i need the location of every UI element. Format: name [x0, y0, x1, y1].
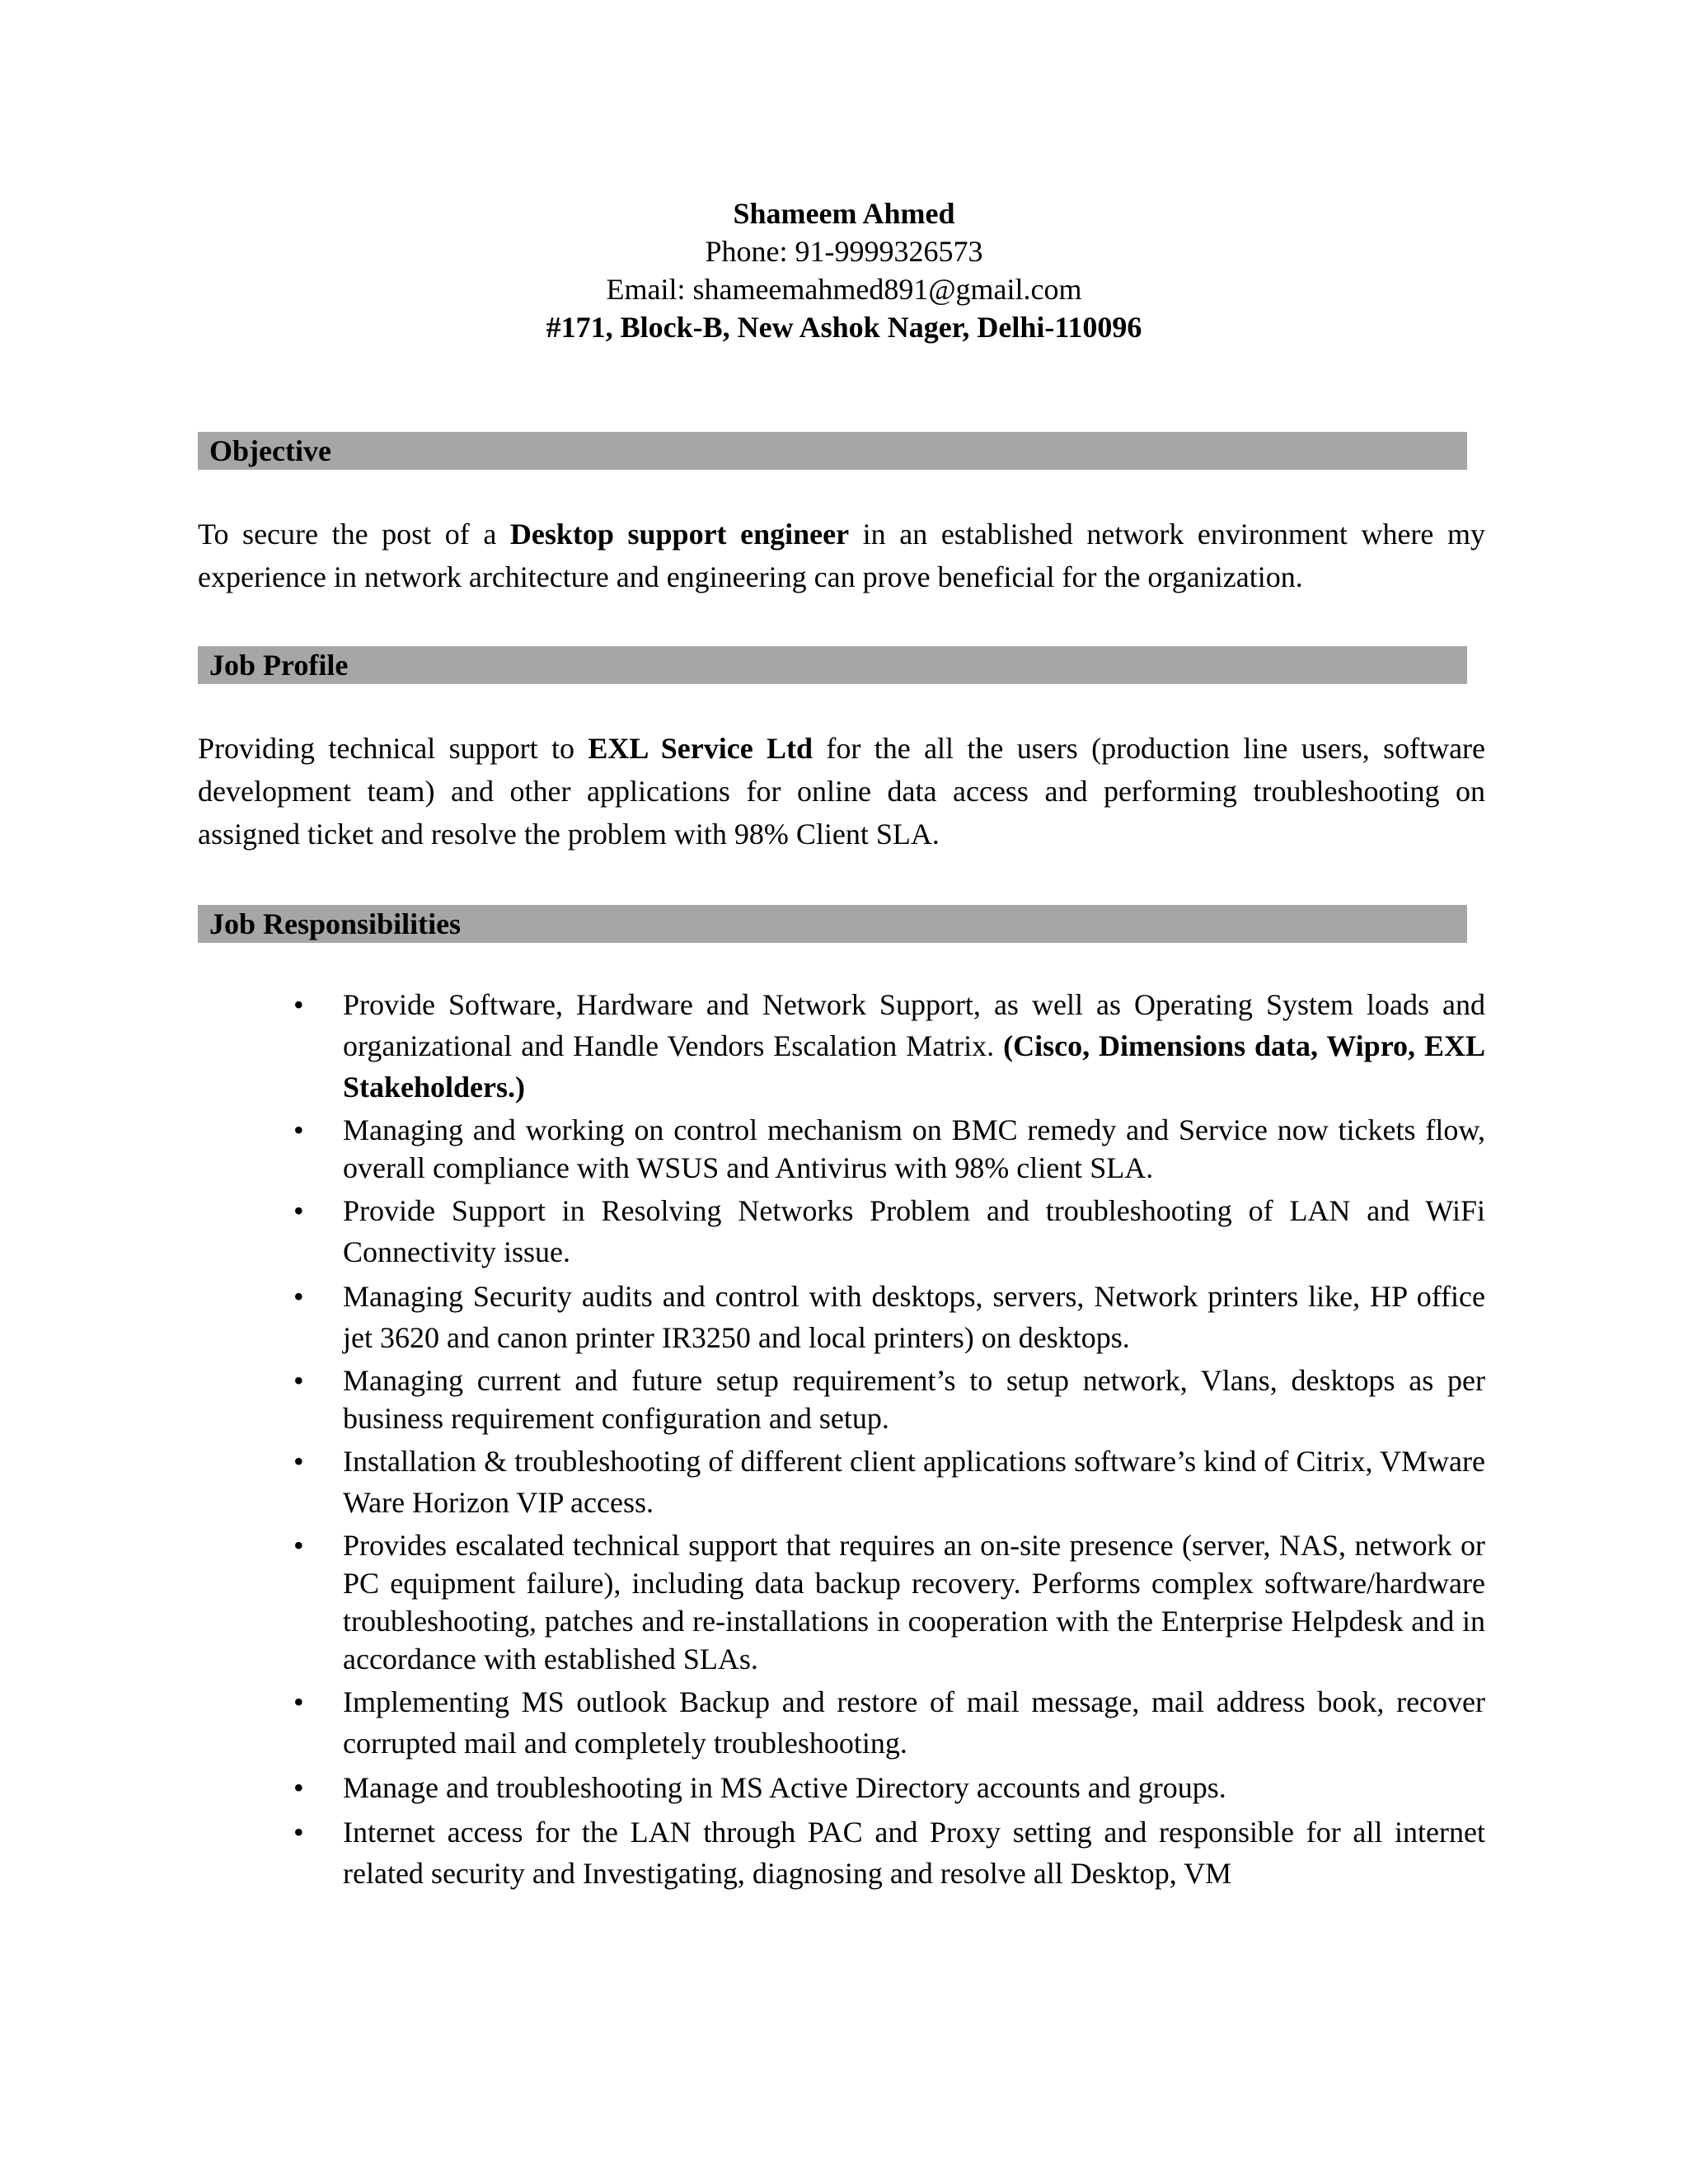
responsibilities-heading: Job Responsibilities [198, 905, 1467, 943]
responsibilities-list [198, 984, 1485, 1897]
responsibility-text: Managing current and future setup requirement’s to setup network, Vlans, desktops as per business requirement configuration and setup. [343, 1364, 1485, 1435]
responsibility-text: Installation & troubleshooting of different client applications software’s kind of Citrix, VMware Ware Horizon VIP access. [343, 1445, 1485, 1519]
phone-line: Phone: 91-9999326573 [705, 235, 983, 268]
responsibility-item [198, 1811, 1485, 1894]
responsibility-item [198, 1361, 1485, 1437]
bullet-icon: • [293, 1194, 304, 1227]
responsibility-text: Managing Security audits and control with desktops, servers, Network printers like, HP office jet 3620 and canon printer IR3250 and local printers) on desktops. [343, 1280, 1485, 1354]
responsibility-text: Provide Support in Resolving Networks Problem and troubleshooting of LAN and WiFi Connectivity issue. [343, 1194, 1485, 1268]
objective-heading: Objective [198, 432, 1467, 470]
objective-text-start: To secure the post of a [198, 518, 510, 551]
objective-text-end: in an established network environment where my experience in network architecture and engineering can prove beneficial for the organization. [198, 518, 1485, 593]
bullet-icon: • [293, 1685, 304, 1718]
responsibility-text: Internet access for the LAN through PAC and Proxy setting and responsible for all internet related security and Investigating, diagnosing and resolve all Desktop, VM [343, 1816, 1485, 1890]
job-profile-text [198, 727, 1485, 855]
bullet-icon: • [293, 988, 304, 1021]
job-profile-text-start: Providing technical support to [198, 732, 588, 765]
responsibility-item [198, 1111, 1485, 1187]
bullet-icon: • [293, 1771, 304, 1804]
bullet-icon: • [293, 1529, 304, 1562]
responsibility-text: Manage and troubleshooting in MS Active Directory accounts and groups. [343, 1771, 1226, 1804]
responsibility-text: Provides escalated technical support that requires an on-site presence (server, NAS, network or PC equipment failure), including data backup recovery. Performs complex software/hardware troubleshooting, patches and re-installations in cooperation with the Enterprise Helpdesk and in accordance with established SLAs. [343, 1529, 1485, 1675]
responsibility-text: Managing and working on control mechanism on BMC remedy and Service now tickets flow, overall compliance with WSUS and Antivirus with 98% client SLA. [343, 1113, 1485, 1184]
email-line: Email: shameemahmed891@gmail.com [606, 273, 1082, 306]
responsibility-text: Provide Software, Hardware and Network Support, as well as Operating System loads and organizational and Handle Vendors Escalation Matrix. [343, 988, 1485, 1062]
objective-role: Desktop support engineer [509, 518, 850, 551]
bullet-icon: • [293, 1445, 304, 1478]
bullet-icon: • [293, 1113, 304, 1146]
job-profile-text-end: for the all the users (production line users, software development team) and other applications for online data access and performing troubleshooting on assigned ticket and resolve the problem with 98% Client SLA. [198, 732, 1486, 851]
candidate-name: Shameem Ahmed [733, 197, 955, 230]
address-line: #171, Block-B, New Ashok Nager, Delhi-110096 [546, 311, 1142, 344]
responsibility-item [198, 1767, 1485, 1808]
responsibility-item [198, 1681, 1485, 1764]
contact-header [0, 194, 1688, 346]
bullet-icon: • [293, 1364, 304, 1397]
responsibility-text: Implementing MS outlook Backup and restore of mail message, mail address book, recover corrupted mail and completely troubleshooting. [343, 1685, 1485, 1760]
responsibility-item [198, 1526, 1485, 1678]
job-profile-company: EXL Service Ltd [588, 732, 814, 765]
responsibility-item [198, 1441, 1485, 1523]
bullet-icon: • [293, 1280, 304, 1313]
responsibility-item [198, 1276, 1485, 1358]
responsibility-item [198, 984, 1485, 1108]
objective-text [198, 513, 1485, 598]
bullet-icon: • [293, 1816, 304, 1849]
responsibility-bold-text: (Cisco, Dimensions data, Wipro, EXL Stakeholders.) [343, 1029, 1485, 1104]
job-profile-heading: Job Profile [198, 646, 1467, 684]
responsibility-item [198, 1190, 1485, 1272]
